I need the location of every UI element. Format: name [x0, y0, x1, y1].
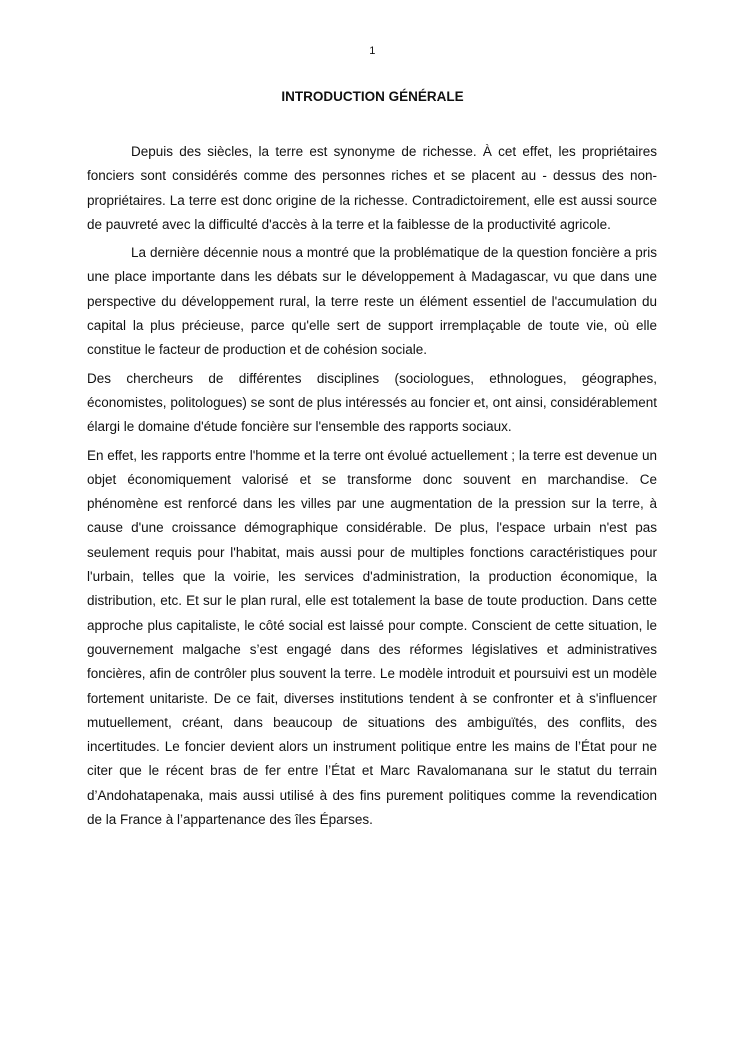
page-number: 1	[369, 45, 376, 57]
paragraph-2: La dernière décennie nous a montré que la problématique de la question foncière a pris une place importante dans les débats sur le développement à Madagascar, vu que dans une perspective du développement rural, la terre reste un élément essentiel de l'accumulation du capital la plus précieuse, parce qu'elle sert de support irremplaçable de toute vie, où elle constitue le facteur de production et de cohésion sociale.	[87, 245, 657, 358]
paragraph-4: En effet, les rapports entre l'homme et la terre ont évolué actuellement ; la terre est devenue un objet économiquement valorisé et se transforme donc souvent en marchandise. Ce phénomène est renforcé dans les villes par une augmentation de la pression sur la terre, à cause d'une croissance démographique considérable. De plus, l'espace urbain n'est pas seulement requis pour l'habitat, mais aussi pour de multiples fonctions caractéristiques pour l'urbain, telles que la voirie, les services d'administration, la production économique, la distribution, etc. Et sur le plan rural, elle est totalement la base de toute production. Dans cette approche plus capitaliste, le côté social est laissé pour compte. Conscient de cette situation, le gouvernement malgache s’est engagé dans des réformes législatives et administratives foncières, afin de contrôler plus souvent la terre. Le modèle introduit et poursuivi est un modèle fortement unitariste. De ce fait, diverses institutions tendent à se confronter et à s'influencer mutuellement, créant, dans beaucoup de situations des ambiguïtés, des conflits, des incertitudes. Le foncier devient alors un instrument politique entre les mains de l’État pour ne citer que le récent bras de fer entre l’État et Marc Ravalomanana sur le statut du terrain d’Andohatapenaka, mais aussi utilisé à des fins purement politiques comme la revendication de la France à l’appartenance des îles Éparses.	[87, 447, 657, 828]
document-body	[87, 140, 657, 836]
page-title: INTRODUCTION GÉNÉRALE	[281, 89, 464, 104]
paragraph-3: Des chercheurs de différentes disciplines (sociologues, ethnologues, géographes, économistes, politologues) se sont de plus intéressés au foncier et, ont ainsi, considérablement élargi le domaine d'étude foncière sur l'ensemble des rapports sociaux.	[87, 370, 657, 435]
paragraph-1: Depuis des siècles, la terre est synonyme de richesse. À cet effet, les propriétaires fonciers sont considérés comme des personnes riches et se placent au - dessus des non-propriétaires. La terre est donc origine de la richesse. Contradictoirement, elle est aussi source de pauvreté avec la difficulté d'accès à la terre et la faiblesse de la productivité agricole.	[87, 144, 657, 232]
